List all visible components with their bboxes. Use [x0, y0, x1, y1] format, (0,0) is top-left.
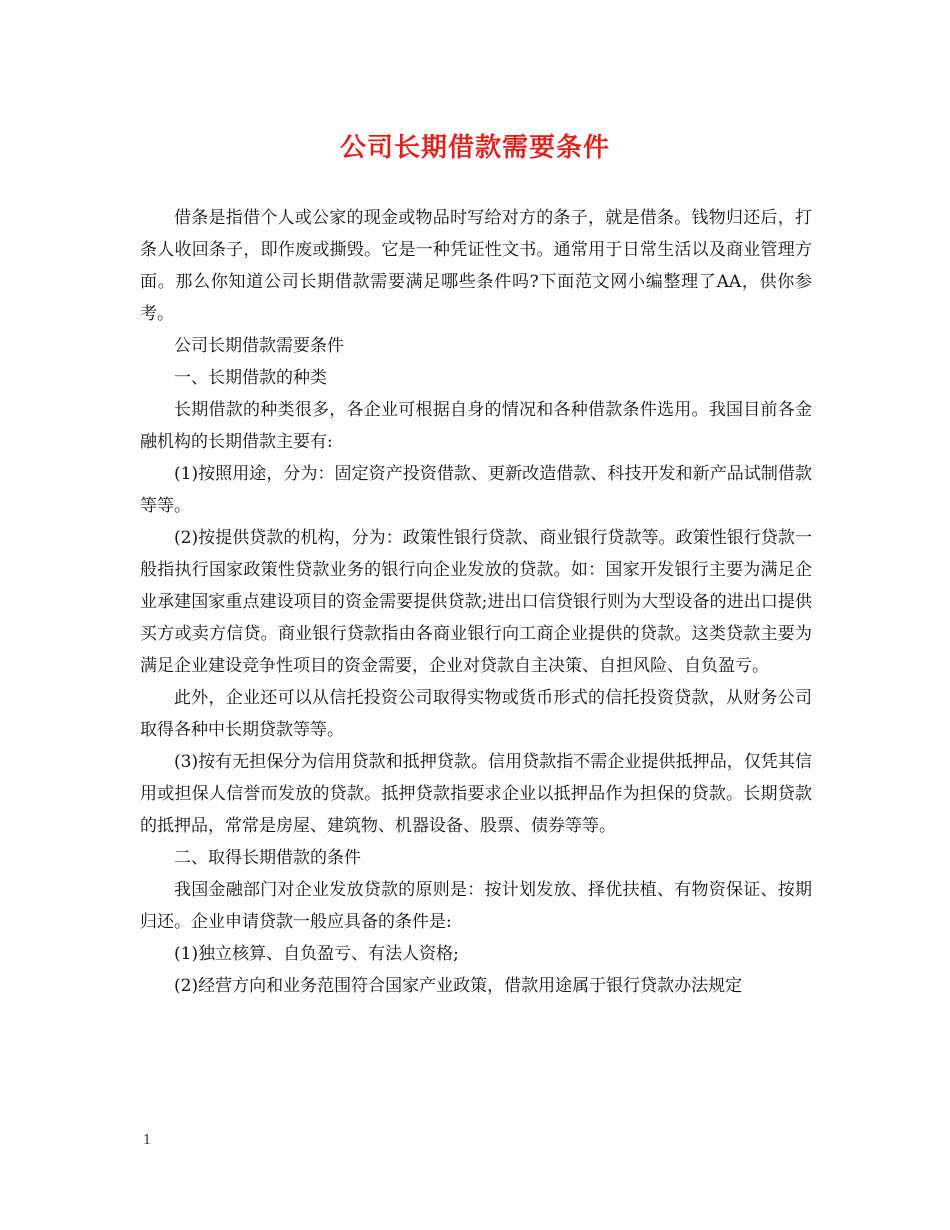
document-body: [140, 202, 812, 1002]
by-institution-paragraph: (2)按提供贷款的机构，分为：政策性银行贷款、商业银行贷款等。政策性银行贷款一般指执行国家政策性贷款业务的银行向企业发放的贷款。如：国家开发银行主要为满足企业承建国家重点建设项目的资金需要提供贷款;进出口信贷银行则为大型设备的进出口提供买方或卖方信贷。商业银行贷款指由各商业银行向工商企业提供的贷款。这类贷款主要为满足企业建设竞争性项目的资金需要，企业对贷款自主决策、自担风险、自负盈亏。: [140, 528, 812, 676]
section-heading-2: 二、取得长期借款的条件: [174, 848, 361, 868]
lending-principles-paragraph: 我国金融部门对企业发放贷款的原则是：按计划发放、择优扶植、有物资保证、按期归还。企业申请贷款一般应具备的条件是:: [140, 880, 812, 932]
subtitle-paragraph: 公司长期借款需要条件: [174, 336, 344, 356]
page-number: 1: [143, 1133, 152, 1148]
condition-1-paragraph: (1)独立核算、自负盈亏、有法人资格;: [174, 944, 459, 964]
trust-loan-paragraph: 此外，企业还可以从信托投资公司取得实物或货币形式的信托投资贷款，从财务公司取得各种中长期贷款等等。: [140, 688, 812, 740]
by-purpose-paragraph: (1)按照用途，分为：固定资产投资借款、更新改造借款、科技开发和新产品试制借款等等。: [140, 464, 812, 516]
loan-types-paragraph: 长期借款的种类很多，各企业可根据自身的情况和各种借款条件选用。我国目前各金融机构的长期借款主要有:: [140, 400, 812, 452]
by-guarantee-paragraph: (3)按有无担保分为信用贷款和抵押贷款。信用贷款指不需企业提供抵押品，仅凭其信用或担保人信誉而发放的贷款。抵押贷款指要求企业以抵押品作为担保的贷款。长期贷款的抵押品，常常是房屋、建筑物、机器设备、股票、债券等等。: [140, 752, 812, 836]
section-heading-1: 一、长期借款的种类: [174, 368, 327, 388]
document-title: 公司长期借款需要条件: [339, 133, 610, 163]
condition-2-paragraph: (2)经营方向和业务范围符合国家产业政策，借款用途属于银行贷款办法规定: [174, 976, 743, 996]
intro-paragraph: 借条是指借个人或公家的现金或物品时写给对方的条子，就是借条。钱物归还后，打条人收回条子，即作废或撕毁。它是一种凭证性文书。通常用于日常生活以及商业管理方面。那么你知道公司长期借款需要满足哪些条件吗?下面范文网小编整理了AA，供你参考。: [140, 208, 812, 324]
